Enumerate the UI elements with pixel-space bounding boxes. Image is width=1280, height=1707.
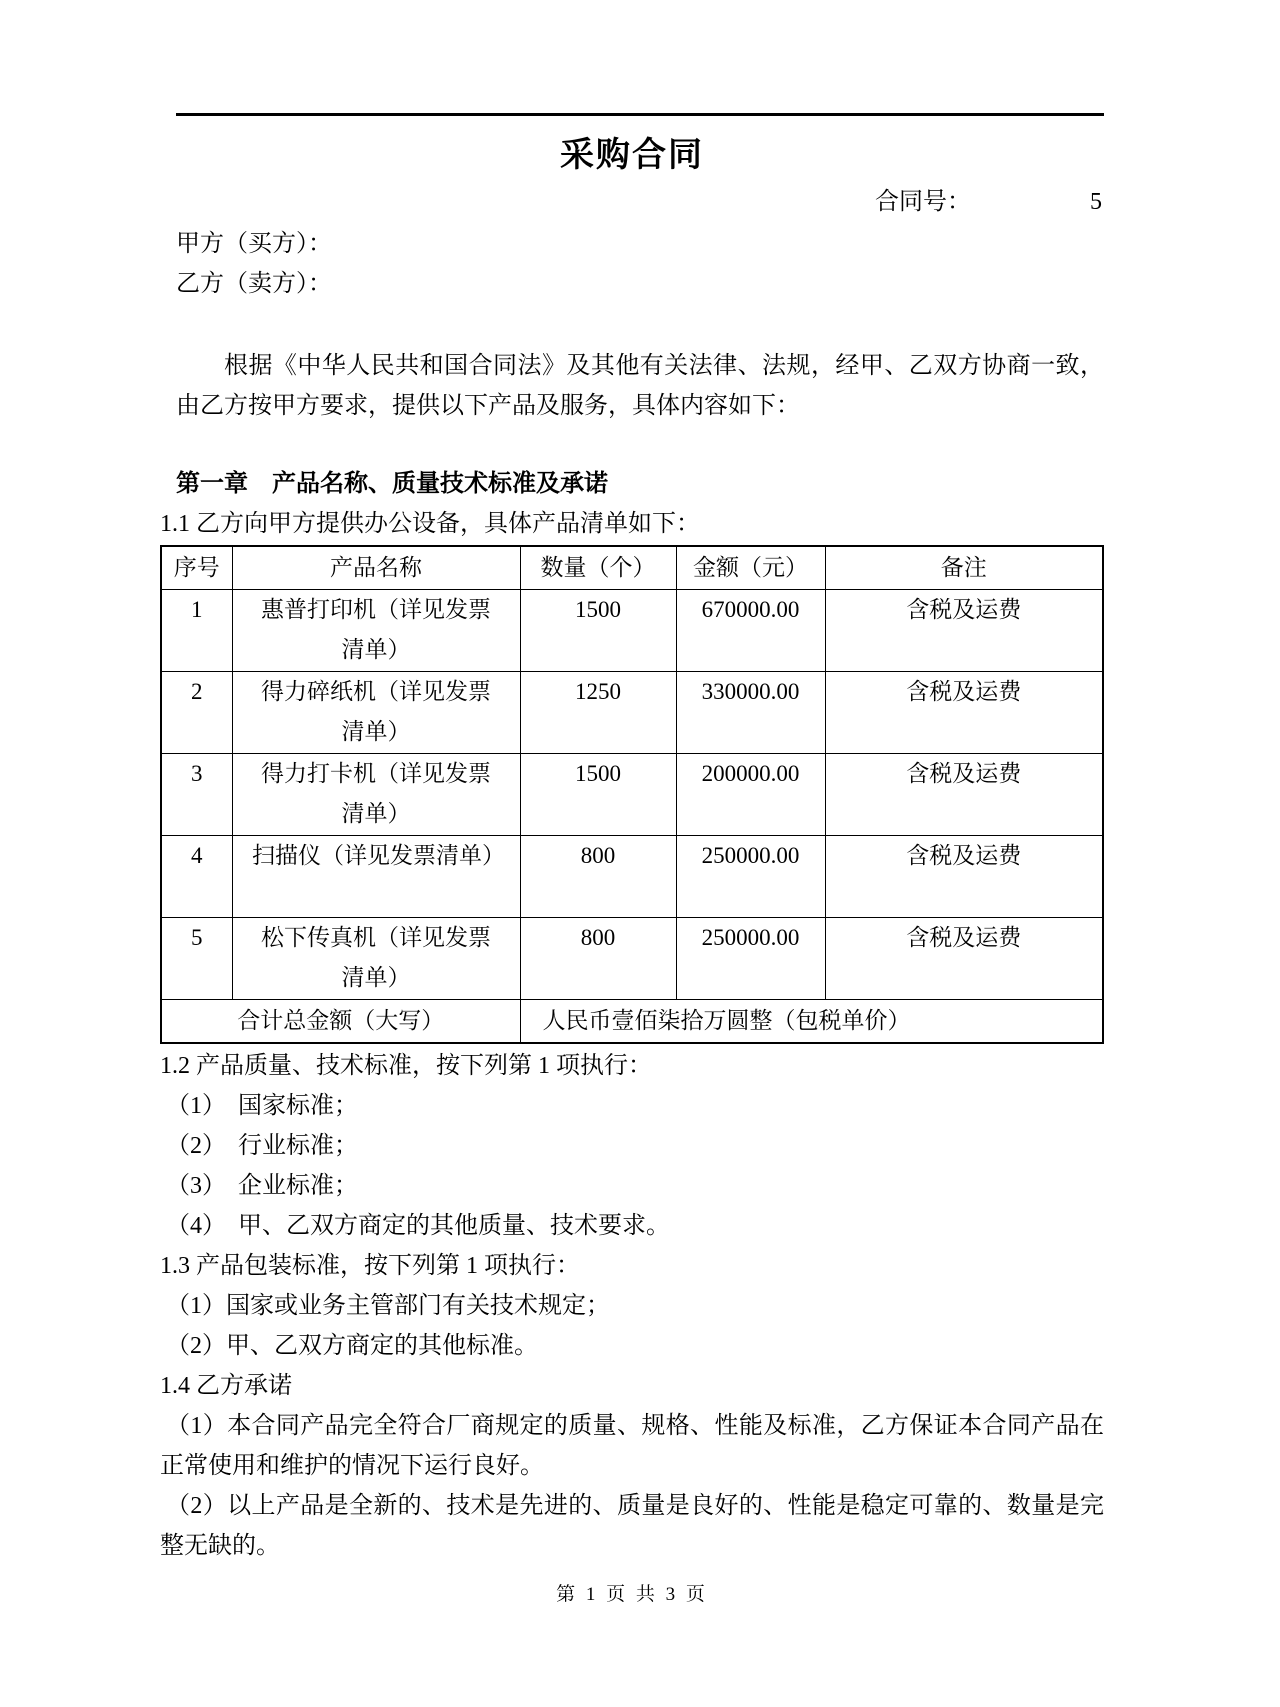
row-no: 5 — [161, 918, 232, 1000]
col-header-qty: 数量（个） — [520, 546, 676, 590]
list-item-1-2-1: （1） 国家标准； — [166, 1093, 358, 1119]
table-row — [161, 836, 1103, 918]
quantity: 1500 — [520, 590, 676, 672]
col-header-name: 产品名称 — [232, 546, 520, 590]
remark: 含税及运费 — [825, 672, 1103, 754]
page-number: 第 1 页 共 3 页 — [556, 1584, 708, 1605]
products-table — [160, 545, 1104, 1044]
col-header-remark: 备注 — [825, 546, 1103, 590]
amount: 670000.00 — [676, 590, 825, 672]
table-row — [161, 590, 1103, 672]
party-a-label: 甲方（买方）： — [176, 231, 332, 257]
section-1-1: 1.1 乙方向甲方提供办公设备，具体产品清单如下： — [160, 511, 700, 537]
list-item-1-4-2: （2）以上产品是全新的、技术是先进的、质量是良好的、性能是稳定可靠的、数量是完整无缺的。 — [160, 1493, 1104, 1559]
contract-number-label: 合同号： — [875, 189, 971, 215]
table-row — [161, 918, 1103, 1000]
contract-content — [160, 0, 1104, 1610]
quantity: 1500 — [520, 754, 676, 836]
row-no: 3 — [161, 754, 232, 836]
product-name: 扫描仪（详见发票清单） — [232, 836, 520, 918]
quantity: 800 — [520, 836, 676, 918]
product-name: 松下传真机（详见发票清单） — [232, 918, 520, 1000]
remark: 含税及运费 — [825, 918, 1103, 1000]
table-header-row — [161, 546, 1103, 590]
amount: 200000.00 — [676, 754, 825, 836]
quantity: 800 — [520, 918, 676, 1000]
intro-paragraph: 根据《中华人民共和国合同法》及其他有关法律、法规，经甲、乙双方协商一致，由乙方按甲方要求，提供以下产品及服务，具体内容如下： — [176, 353, 1104, 419]
list-item-1-4-1: （1）本合同产品完全符合厂商规定的质量、规格、性能及标准，乙方保证本合同产品在正常使用和维护的情况下运行良好。 — [160, 1413, 1104, 1479]
page-title: 采购合同 — [560, 137, 704, 174]
list-item-1-2-3: （3） 企业标准； — [166, 1173, 358, 1199]
table-row — [161, 754, 1103, 836]
section-1-2: 1.2 产品质量、技术标准，按下列第 1 项执行： — [160, 1053, 652, 1079]
list-item-1-3-2: （2）甲、乙双方商定的其他标准。 — [166, 1333, 538, 1359]
col-header-amount: 金额（元） — [676, 546, 825, 590]
table-row — [161, 672, 1103, 754]
amount: 250000.00 — [676, 918, 825, 1000]
row-no: 4 — [161, 836, 232, 918]
table-total-row — [161, 1000, 1103, 1044]
section-1-3: 1.3 产品包装标准，按下列第 1 项执行： — [160, 1253, 580, 1279]
col-header-no: 序号 — [161, 546, 232, 590]
total-value-cell: 人民币壹佰柒拾万圆整（包税单价） — [520, 1000, 1103, 1044]
list-item-1-3-1: （1）国家或业务主管部门有关技术规定； — [166, 1293, 610, 1319]
chapter-1-heading: 第一章 产品名称、质量技术标准及承诺 — [176, 471, 608, 497]
product-name: 得力碎纸机（详见发票清单） — [232, 672, 520, 754]
list-item-1-2-4: （4） 甲、乙双方商定的其他质量、技术要求。 — [166, 1213, 670, 1239]
amount: 330000.00 — [676, 672, 825, 754]
product-name: 得力打卡机（详见发票清单） — [232, 754, 520, 836]
row-no: 1 — [161, 590, 232, 672]
amount: 250000.00 — [676, 836, 825, 918]
header-rule — [176, 113, 1104, 116]
remark: 含税及运费 — [825, 590, 1103, 672]
row-no: 2 — [161, 672, 232, 754]
contract-number-value: 5 — [1090, 189, 1102, 215]
total-label-cell: 合计总金额（大写） — [161, 1000, 520, 1044]
quantity: 1250 — [520, 672, 676, 754]
contract-number-line — [160, 182, 1104, 222]
product-name: 惠普打印机（详见发票清单） — [232, 590, 520, 672]
remark: 含税及运费 — [825, 836, 1103, 918]
party-b-label: 乙方（卖方）： — [176, 271, 332, 297]
section-1-4: 1.4 乙方承诺 — [160, 1373, 292, 1399]
list-item-1-2-2: （2） 行业标准； — [166, 1133, 358, 1159]
remark: 含税及运费 — [825, 754, 1103, 836]
